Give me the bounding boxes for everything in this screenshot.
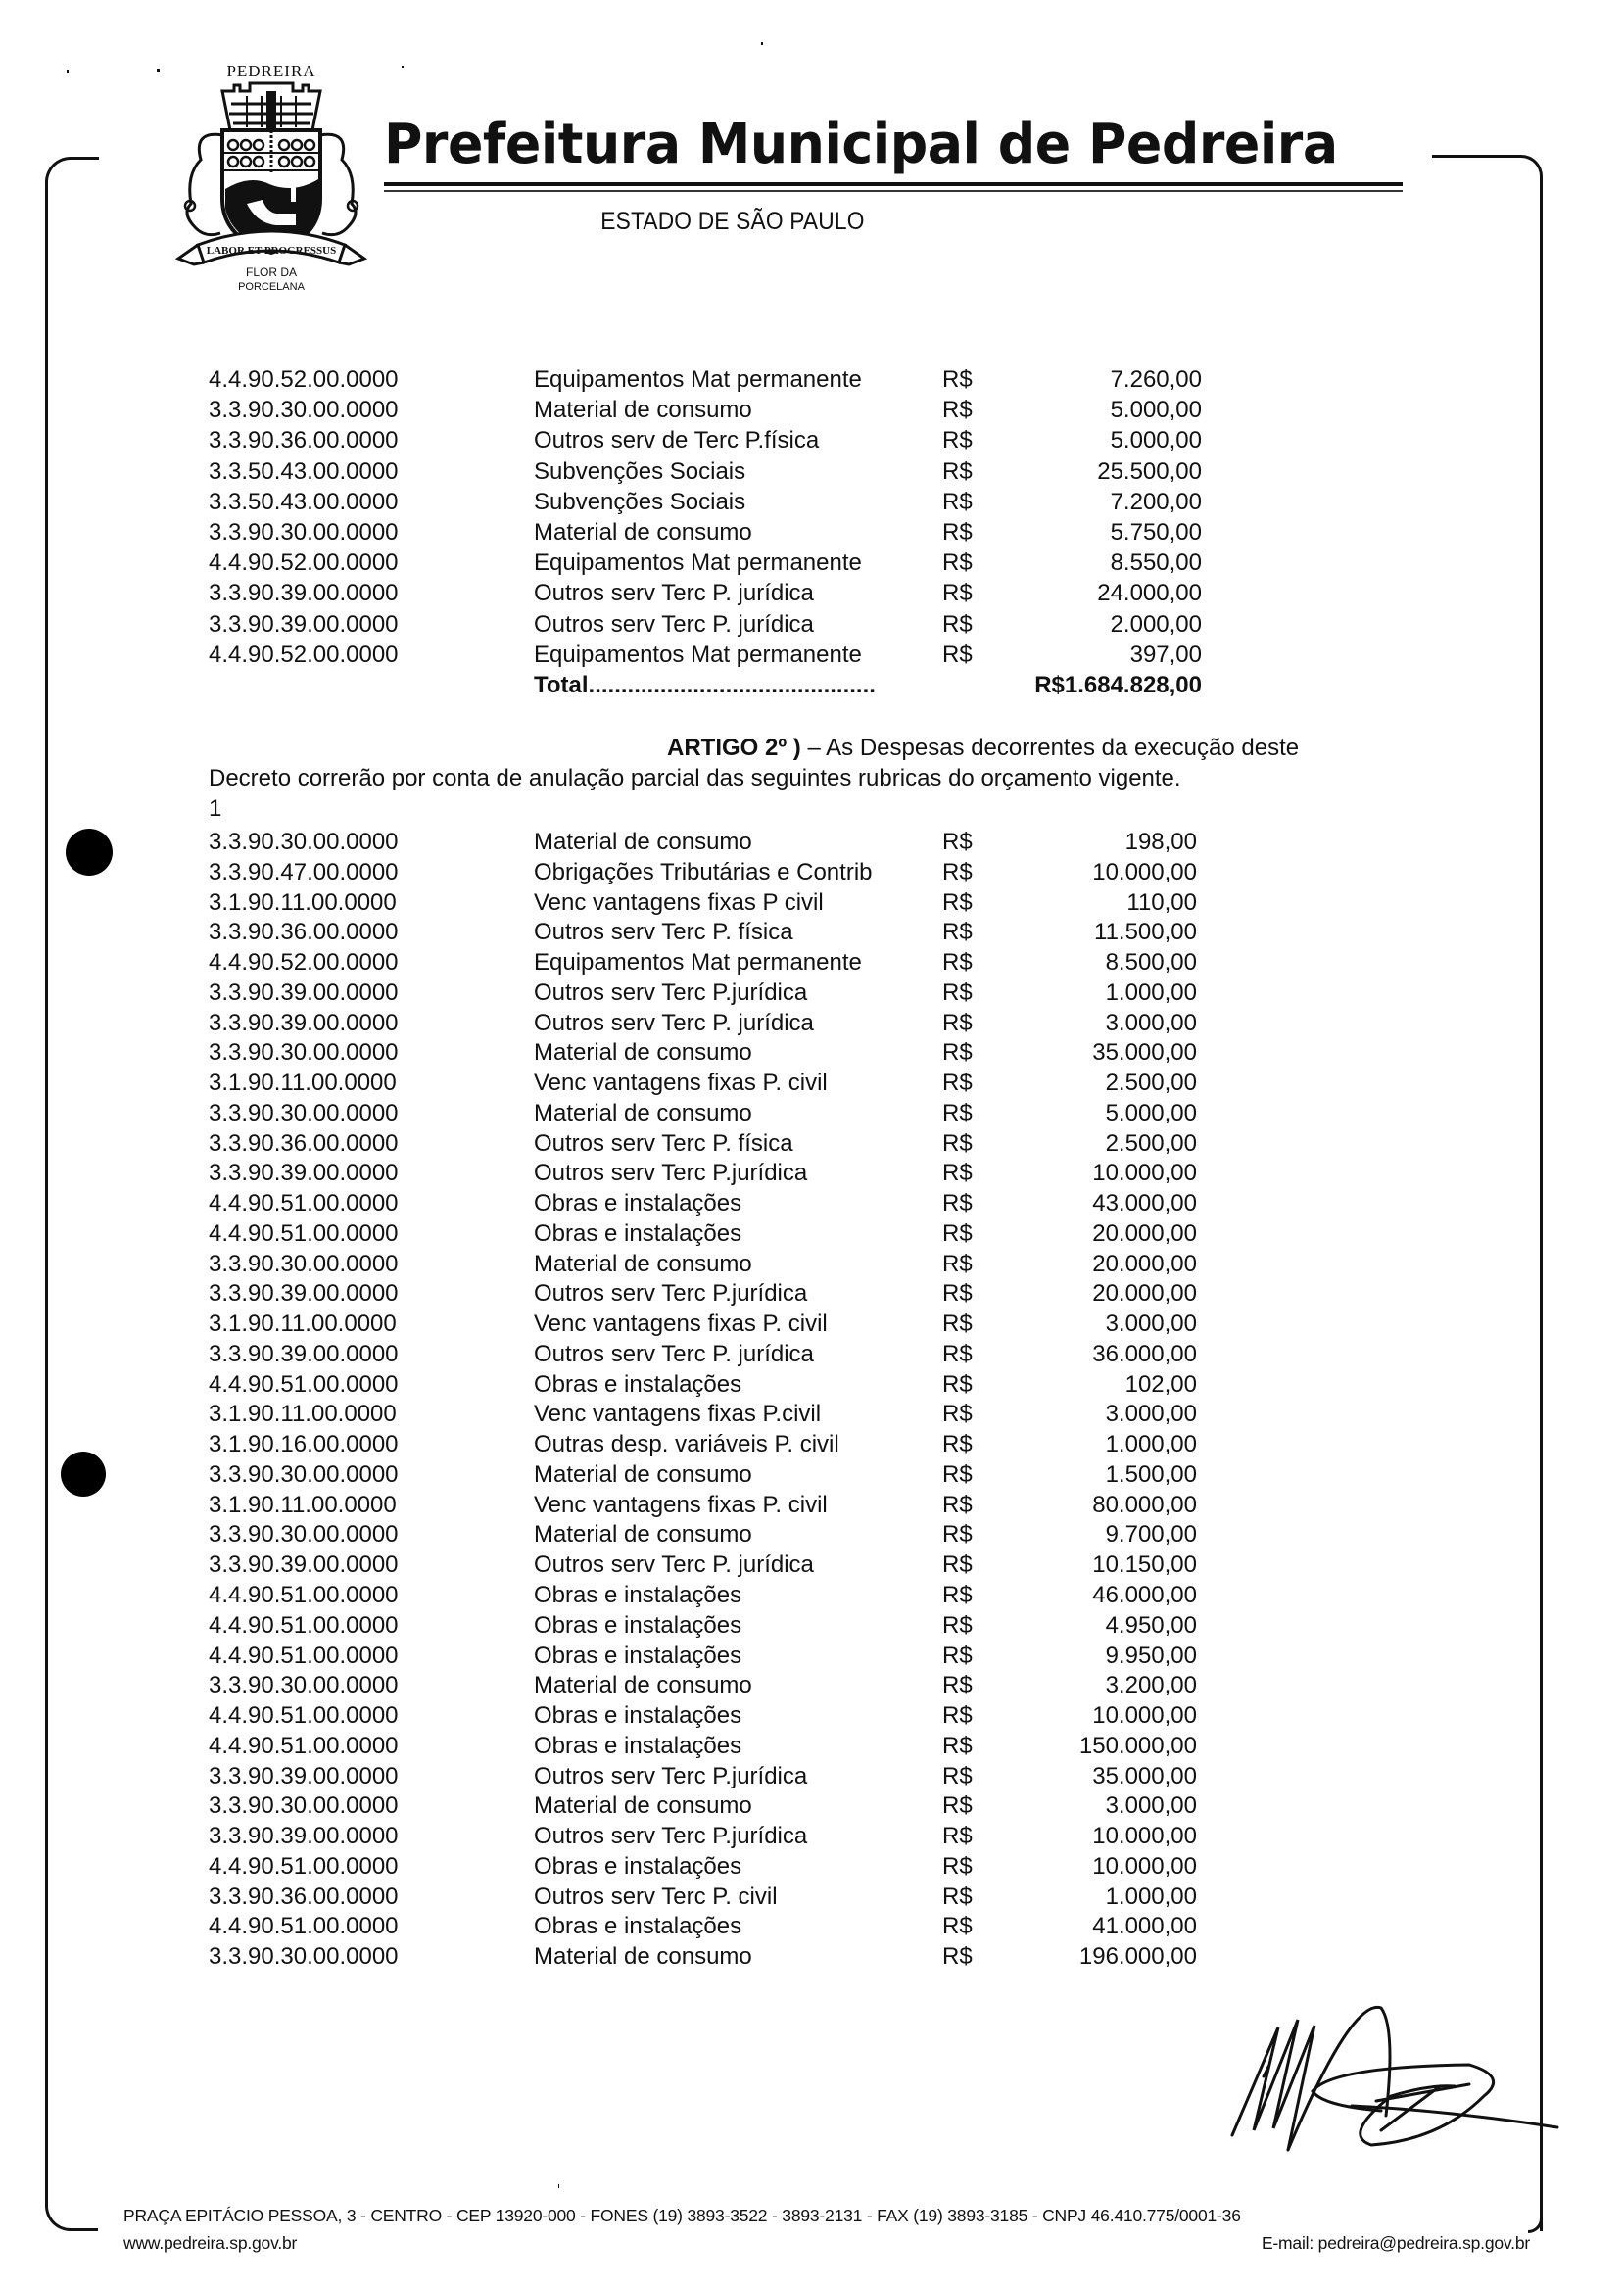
- account-code: 4.4.90.52.00.0000: [209, 641, 399, 668]
- table-row: [0, 640, 1624, 670]
- account-code: 3.3.90.39.00.0000: [209, 978, 399, 1006]
- account-description: Equipamentos Mat permanente: [534, 366, 862, 393]
- account-description: Obras e instalações: [534, 1582, 742, 1608]
- table-row: [0, 887, 1624, 918]
- table-row: [0, 1309, 1624, 1339]
- currency-label: R$: [942, 1280, 973, 1308]
- currency-label: R$: [942, 978, 973, 1006]
- table-row: [0, 517, 1624, 548]
- table-row: [0, 1670, 1624, 1700]
- amount-value: 7.260,00: [1110, 366, 1202, 393]
- table-row: [0, 1459, 1624, 1490]
- table-row: [0, 1128, 1624, 1159]
- account-description: Obras e instalações: [534, 1611, 742, 1639]
- amount-value: 20.000,00: [1092, 1280, 1197, 1308]
- account-description: Obras e instalações: [534, 1852, 742, 1880]
- total-label: Total............................................: [534, 672, 876, 698]
- table-row: [0, 548, 1624, 578]
- account-description: Material de consumo: [534, 1943, 752, 1971]
- currency-label: R$: [942, 1401, 973, 1428]
- scan-speck: [558, 2184, 559, 2188]
- account-description: Venc vantagens fixas P. civil: [534, 1491, 828, 1518]
- account-description: Venc vantagens fixas P. civil: [534, 1070, 828, 1097]
- account-description: Outros serv Terc P. jurídica: [534, 580, 814, 607]
- table-row: [0, 1911, 1624, 1941]
- account-description: Venc vantagens fixas P.civil: [534, 1401, 822, 1428]
- coat-of-arms-icon: [168, 57, 374, 292]
- currency-label: R$: [942, 519, 973, 546]
- scan-speck: [67, 70, 69, 73]
- account-description: Outros serv Terc P. jurídica: [534, 1551, 814, 1579]
- amount-value: 2.000,00: [1110, 610, 1202, 638]
- currency-label: R$: [942, 1039, 973, 1067]
- account-code: 4.4.90.52.00.0000: [209, 549, 399, 577]
- table-row: [0, 1158, 1624, 1188]
- account-description: Subvenções Sociais: [534, 488, 746, 515]
- currency-label: R$: [942, 1521, 973, 1549]
- account-code: 3.3.50.43.00.0000: [209, 488, 399, 515]
- article-text-line1: – As Despesas decorrentes da execução deste: [800, 735, 1300, 761]
- account-code: 3.1.90.11.00.0000: [209, 1070, 397, 1097]
- total-row: [0, 670, 1624, 700]
- currency-label: R$: [942, 1823, 973, 1850]
- table-row: [0, 1790, 1624, 1821]
- punch-hole: [61, 1452, 106, 1497]
- currency-label: R$: [942, 457, 973, 485]
- amount-value: 2.500,00: [1105, 1129, 1197, 1157]
- amount-value: 3.000,00: [1105, 1009, 1197, 1036]
- currency-label: R$: [942, 1913, 973, 1940]
- account-code: 3.3.90.30.00.0000: [209, 519, 399, 546]
- account-code: 3.3.90.39.00.0000: [209, 1009, 399, 1036]
- amount-value: 35.000,00: [1092, 1762, 1197, 1789]
- currency-label: R$: [942, 1340, 973, 1367]
- currency-label: R$: [942, 1883, 973, 1910]
- account-code: 3.3.90.30.00.0000: [209, 1039, 399, 1067]
- currency-label: R$: [942, 641, 973, 668]
- currency-label: R$: [942, 397, 973, 424]
- amount-value: 36.000,00: [1092, 1340, 1197, 1367]
- table-row: [0, 1941, 1624, 1972]
- account-code: 3.3.90.39.00.0000: [209, 1823, 399, 1850]
- article-heading: ARTIGO 2º ): [667, 735, 801, 761]
- amount-value: 150.000,00: [1078, 1732, 1197, 1759]
- currency-label: R$: [942, 549, 973, 577]
- amount-value: 11.500,00: [1094, 919, 1197, 946]
- currency-label: R$: [942, 580, 973, 607]
- account-code: 3.3.90.36.00.0000: [209, 919, 399, 946]
- account-description: Material de consumo: [534, 1039, 752, 1067]
- account-code: 3.3.90.39.00.0000: [209, 1280, 399, 1308]
- currency-label: R$: [942, 1129, 973, 1157]
- amount-value: 8.550,00: [1110, 549, 1202, 577]
- currency-label: R$: [942, 919, 973, 946]
- account-description: Outros serv Terc P. jurídica: [534, 1009, 814, 1036]
- table-row: [0, 1218, 1624, 1249]
- article-text-line3: 1: [209, 795, 222, 822]
- table-row: [0, 1700, 1624, 1731]
- table-row: [0, 978, 1624, 1008]
- table-row: [0, 1731, 1624, 1761]
- account-description: Material de consumo: [534, 397, 752, 424]
- table-row: [0, 1761, 1624, 1791]
- table-row: [0, 1188, 1624, 1218]
- account-description: Outras desp. variáveis P. civil: [534, 1431, 839, 1458]
- table-row: [0, 425, 1624, 455]
- account-code: 3.3.90.36.00.0000: [209, 1883, 399, 1910]
- account-description: Equipamentos Mat permanente: [534, 949, 862, 977]
- currency-label: R$: [942, 1702, 973, 1730]
- table-row: [0, 1399, 1624, 1429]
- currency-label: R$: [942, 1672, 973, 1699]
- account-code: 3.3.90.39.00.0000: [209, 580, 399, 607]
- svg-text:LABOR ET PROGRESSUS: LABOR ET PROGRESSUS: [206, 245, 337, 257]
- account-description: Outros serv Terc P.jurídica: [534, 1280, 808, 1308]
- table-row: [0, 1249, 1624, 1279]
- account-description: Material de consumo: [534, 1672, 752, 1699]
- scan-speck: [761, 42, 763, 45]
- account-description: Outros serv Terc P.jurídica: [534, 978, 808, 1006]
- title-underline-thin: [384, 190, 1403, 192]
- currency-label: R$: [942, 488, 973, 515]
- table-row: [0, 364, 1624, 395]
- account-code: 3.1.90.16.00.0000: [209, 1431, 399, 1458]
- currency-label: R$: [942, 1099, 973, 1126]
- account-code: 3.3.90.30.00.0000: [209, 1792, 399, 1820]
- currency-label: R$: [942, 1852, 973, 1880]
- account-code: 3.1.90.11.00.0000: [209, 1491, 397, 1518]
- currency-label: R$: [942, 366, 973, 393]
- amount-value: 102,00: [1124, 1370, 1197, 1398]
- account-code: 4.4.90.51.00.0000: [209, 1732, 399, 1759]
- account-description: Outros serv Terc P.jurídica: [534, 1160, 808, 1187]
- account-code: 3.3.90.30.00.0000: [209, 1460, 399, 1488]
- amount-value: 397,00: [1129, 641, 1202, 668]
- table-row: [0, 917, 1624, 947]
- account-description: Outros serv Terc P.jurídica: [534, 1762, 808, 1789]
- account-description: Outros serv Terc P. física: [534, 1129, 793, 1157]
- account-code: 4.4.90.51.00.0000: [209, 1611, 399, 1639]
- currency-label: R$: [942, 1611, 973, 1639]
- amount-value: 10.000,00: [1092, 1852, 1197, 1880]
- account-description: Venc vantagens fixas P. civil: [534, 1311, 828, 1338]
- currency-label: R$: [942, 858, 973, 885]
- table-row: [0, 578, 1624, 608]
- amount-value: 5.000,00: [1105, 1099, 1197, 1126]
- footer-website[interactable]: www.pedreira.sp.gov.br: [123, 2233, 298, 2253]
- amount-value: 41.000,00: [1092, 1913, 1197, 1940]
- page-subtitle: ESTADO DE SÃO PAULO: [600, 208, 865, 235]
- amount-value: 10.000,00: [1092, 1702, 1197, 1730]
- account-code: 3.1.90.11.00.0000: [209, 888, 397, 916]
- amount-value: 10.000,00: [1092, 1160, 1197, 1187]
- currency-label: R$: [942, 1009, 973, 1036]
- account-description: Subvenções Sociais: [534, 457, 746, 485]
- article-text-line2: Decreto correrão por conta de anulação parcial das seguintes rubricas do orçamento vigente.: [209, 765, 1181, 791]
- account-code: 4.4.90.51.00.0000: [209, 1642, 399, 1669]
- amount-value: 20.000,00: [1092, 1250, 1197, 1277]
- table-row: [0, 1641, 1624, 1671]
- table-row: [0, 1339, 1624, 1369]
- account-code: 3.3.90.30.00.0000: [209, 1943, 399, 1971]
- currency-label: R$: [942, 888, 973, 916]
- account-description: Obras e instalações: [534, 1913, 742, 1940]
- account-description: Venc vantagens fixas P civil: [534, 888, 824, 916]
- table-row: [0, 1851, 1624, 1882]
- currency-label: R$: [942, 1792, 973, 1820]
- amount-value: 2.500,00: [1105, 1070, 1197, 1097]
- currency-label: R$: [942, 1311, 973, 1338]
- amount-value: 4.950,00: [1105, 1611, 1197, 1639]
- amount-value: 196.000,00: [1078, 1943, 1197, 1971]
- account-code: 4.4.90.51.00.0000: [209, 1702, 399, 1730]
- amount-value: 9.700,00: [1105, 1521, 1197, 1549]
- amount-value: 25.500,00: [1097, 457, 1202, 485]
- account-code: 3.3.90.36.00.0000: [209, 427, 399, 454]
- currency-label: R$: [942, 829, 973, 855]
- account-code: 3.3.90.30.00.0000: [209, 1250, 399, 1277]
- table-row: [0, 1068, 1624, 1098]
- punch-hole: [66, 829, 113, 876]
- amount-value: 20.000,00: [1092, 1219, 1197, 1247]
- account-description: Equipamentos Mat permanente: [534, 549, 862, 577]
- account-code: 4.4.90.51.00.0000: [209, 1582, 399, 1608]
- amount-value: 5.000,00: [1110, 397, 1202, 424]
- account-description: Outros serv Terc P. jurídica: [534, 1340, 814, 1367]
- account-code: 4.4.90.51.00.0000: [209, 1370, 399, 1398]
- table-row: [0, 1610, 1624, 1641]
- account-code: 3.1.90.11.00.0000: [209, 1401, 397, 1428]
- table-row: [0, 1821, 1624, 1851]
- currency-label: R$: [942, 949, 973, 977]
- amount-value: 10.000,00: [1092, 1823, 1197, 1850]
- amount-value: 24.000,00: [1097, 580, 1202, 607]
- table-row: [0, 947, 1624, 978]
- currency-label: R$: [942, 1762, 973, 1789]
- amount-value: 46.000,00: [1092, 1582, 1197, 1608]
- page-title: Prefeitura Municipal de Pedreira: [384, 113, 1338, 176]
- table-row: [0, 456, 1624, 487]
- amount-value: 3.000,00: [1105, 1792, 1197, 1820]
- account-description: Obras e instalações: [534, 1219, 742, 1247]
- account-description: Material de consumo: [534, 519, 752, 546]
- account-description: Material de consumo: [534, 1099, 752, 1126]
- currency-label: R$: [942, 1460, 973, 1488]
- table-row: [0, 1278, 1624, 1309]
- account-description: Obrigações Tributárias e Contrib: [534, 858, 873, 885]
- account-description: Obras e instalações: [534, 1702, 742, 1730]
- amount-value: 10.000,00: [1092, 858, 1197, 885]
- currency-label: R$: [942, 1431, 973, 1458]
- account-code: 3.3.90.30.00.0000: [209, 1099, 399, 1126]
- account-code: 3.3.90.39.00.0000: [209, 1762, 399, 1789]
- account-description: Obras e instalações: [534, 1642, 742, 1669]
- currency-label: R$: [942, 1582, 973, 1608]
- svg-text:PEDREIRA: PEDREIRA: [226, 62, 316, 80]
- table-row: [0, 1429, 1624, 1459]
- amount-value: 9.950,00: [1105, 1642, 1197, 1669]
- account-code: 3.3.90.30.00.0000: [209, 1521, 399, 1549]
- amount-value: 1.500,00: [1105, 1460, 1197, 1488]
- scan-speck: [402, 66, 404, 68]
- account-code: 3.1.90.11.00.0000: [209, 1311, 397, 1338]
- currency-label: R$: [942, 1943, 973, 1971]
- table-row: [0, 487, 1624, 517]
- table-row: [0, 827, 1624, 857]
- account-description: Outros serv Terc P. jurídica: [534, 610, 814, 638]
- account-description: Outros serv Terc P.jurídica: [534, 1823, 808, 1850]
- account-code: 3.3.50.43.00.0000: [209, 457, 399, 485]
- footer-email[interactable]: E-mail: pedreira@pedreira.sp.gov.br: [1261, 2233, 1530, 2253]
- account-code: 3.3.90.39.00.0000: [209, 1551, 399, 1579]
- amount-value: 7.200,00: [1110, 488, 1202, 515]
- title-underline: [384, 182, 1403, 186]
- account-code: 4.4.90.52.00.0000: [209, 949, 399, 977]
- amount-value: 3.000,00: [1105, 1311, 1197, 1338]
- amount-value: 5.750,00: [1110, 519, 1202, 546]
- account-code: 4.4.90.51.00.0000: [209, 1219, 399, 1247]
- table-row: [0, 1369, 1624, 1400]
- table-row: [0, 857, 1624, 887]
- table-row: [0, 1580, 1624, 1610]
- account-description: Obras e instalações: [534, 1190, 742, 1217]
- account-description: Equipamentos Mat permanente: [534, 641, 862, 668]
- signature-icon: [1205, 1969, 1577, 2165]
- account-code: 3.3.90.47.00.0000: [209, 858, 399, 885]
- amount-value: 10.150,00: [1092, 1551, 1197, 1579]
- table-row: [0, 1519, 1624, 1550]
- account-description: Material de consumo: [534, 1792, 752, 1820]
- currency-label: R$: [942, 1160, 973, 1187]
- account-code: 4.4.90.51.00.0000: [209, 1852, 399, 1880]
- svg-text:FLOR DA: FLOR DA: [245, 265, 298, 279]
- currency-label: R$: [942, 1190, 973, 1217]
- amount-value: 80.000,00: [1092, 1491, 1197, 1518]
- account-description: Outros serv Terc P. física: [534, 919, 793, 946]
- account-description: Material de consumo: [534, 1460, 752, 1488]
- amount-value: 35.000,00: [1092, 1039, 1197, 1067]
- currency-label: R$: [942, 427, 973, 454]
- amount-value: 8.500,00: [1105, 949, 1197, 977]
- amount-value: 3.000,00: [1105, 1401, 1197, 1428]
- amount-value: 1.000,00: [1105, 978, 1197, 1006]
- table-row: [0, 395, 1624, 425]
- account-code: 3.3.90.39.00.0000: [209, 1160, 399, 1187]
- account-description: Material de consumo: [534, 1250, 752, 1277]
- account-code: 4.4.90.52.00.0000: [209, 366, 399, 393]
- currency-label: R$: [942, 1070, 973, 1097]
- svg-text:PORCELANA: PORCELANA: [238, 281, 305, 292]
- article-heading-line: [667, 733, 1299, 763]
- currency-label: R$: [942, 1732, 973, 1759]
- currency-label: R$: [942, 1642, 973, 1669]
- currency-label: R$: [942, 1250, 973, 1277]
- table-row: [0, 1490, 1624, 1520]
- account-code: 3.3.90.39.00.0000: [209, 1340, 399, 1367]
- amount-value: 110,00: [1126, 888, 1197, 916]
- currency-label: R$: [942, 1551, 973, 1579]
- account-code: 3.3.90.30.00.0000: [209, 829, 399, 855]
- currency-label: R$: [942, 1370, 973, 1398]
- account-code: 3.3.90.39.00.0000: [209, 610, 399, 638]
- account-description: Obras e instalações: [534, 1732, 742, 1759]
- account-description: Material de consumo: [534, 1521, 752, 1549]
- table-row: [0, 1037, 1624, 1068]
- amount-value: 1.000,00: [1105, 1883, 1197, 1910]
- account-code: 4.4.90.51.00.0000: [209, 1190, 399, 1217]
- amount-value: 198,00: [1124, 829, 1197, 855]
- amount-value: 1.000,00: [1105, 1431, 1197, 1458]
- table-row: [0, 1882, 1624, 1912]
- table-row: [0, 1098, 1624, 1128]
- scan-speck: [157, 69, 160, 72]
- currency-label: R$: [942, 1491, 973, 1518]
- amount-value: 3.200,00: [1105, 1672, 1197, 1699]
- account-code: 3.3.90.36.00.0000: [209, 1129, 399, 1157]
- currency-label: R$: [942, 1219, 973, 1247]
- account-code: 3.3.90.30.00.0000: [209, 1672, 399, 1699]
- table-row: [0, 1008, 1624, 1038]
- account-description: Outros serv Terc P. civil: [534, 1883, 778, 1910]
- account-description: Material de consumo: [534, 829, 752, 855]
- currency-label: R$: [942, 610, 973, 638]
- account-description: Obras e instalações: [534, 1370, 742, 1398]
- footer-address: PRAÇA EPITÁCIO PESSOA, 3 - CENTRO - CEP 13920-000 - FONES (19) 3893-3522 - 3893-2131 - FAX (19) 3893-3185 - CNPJ 46.410.775/0001-36: [123, 2206, 1241, 2225]
- account-code: 4.4.90.51.00.0000: [209, 1913, 399, 1940]
- total-amount: R$1.684.828,00: [1034, 672, 1202, 698]
- amount-value: 43.000,00: [1092, 1190, 1197, 1217]
- table-row: [0, 609, 1624, 640]
- amount-value: 5.000,00: [1110, 427, 1202, 454]
- account-description: Outros serv de Terc P.física: [534, 427, 820, 454]
- account-code: 3.3.90.30.00.0000: [209, 397, 399, 424]
- table-row: [0, 1550, 1624, 1580]
